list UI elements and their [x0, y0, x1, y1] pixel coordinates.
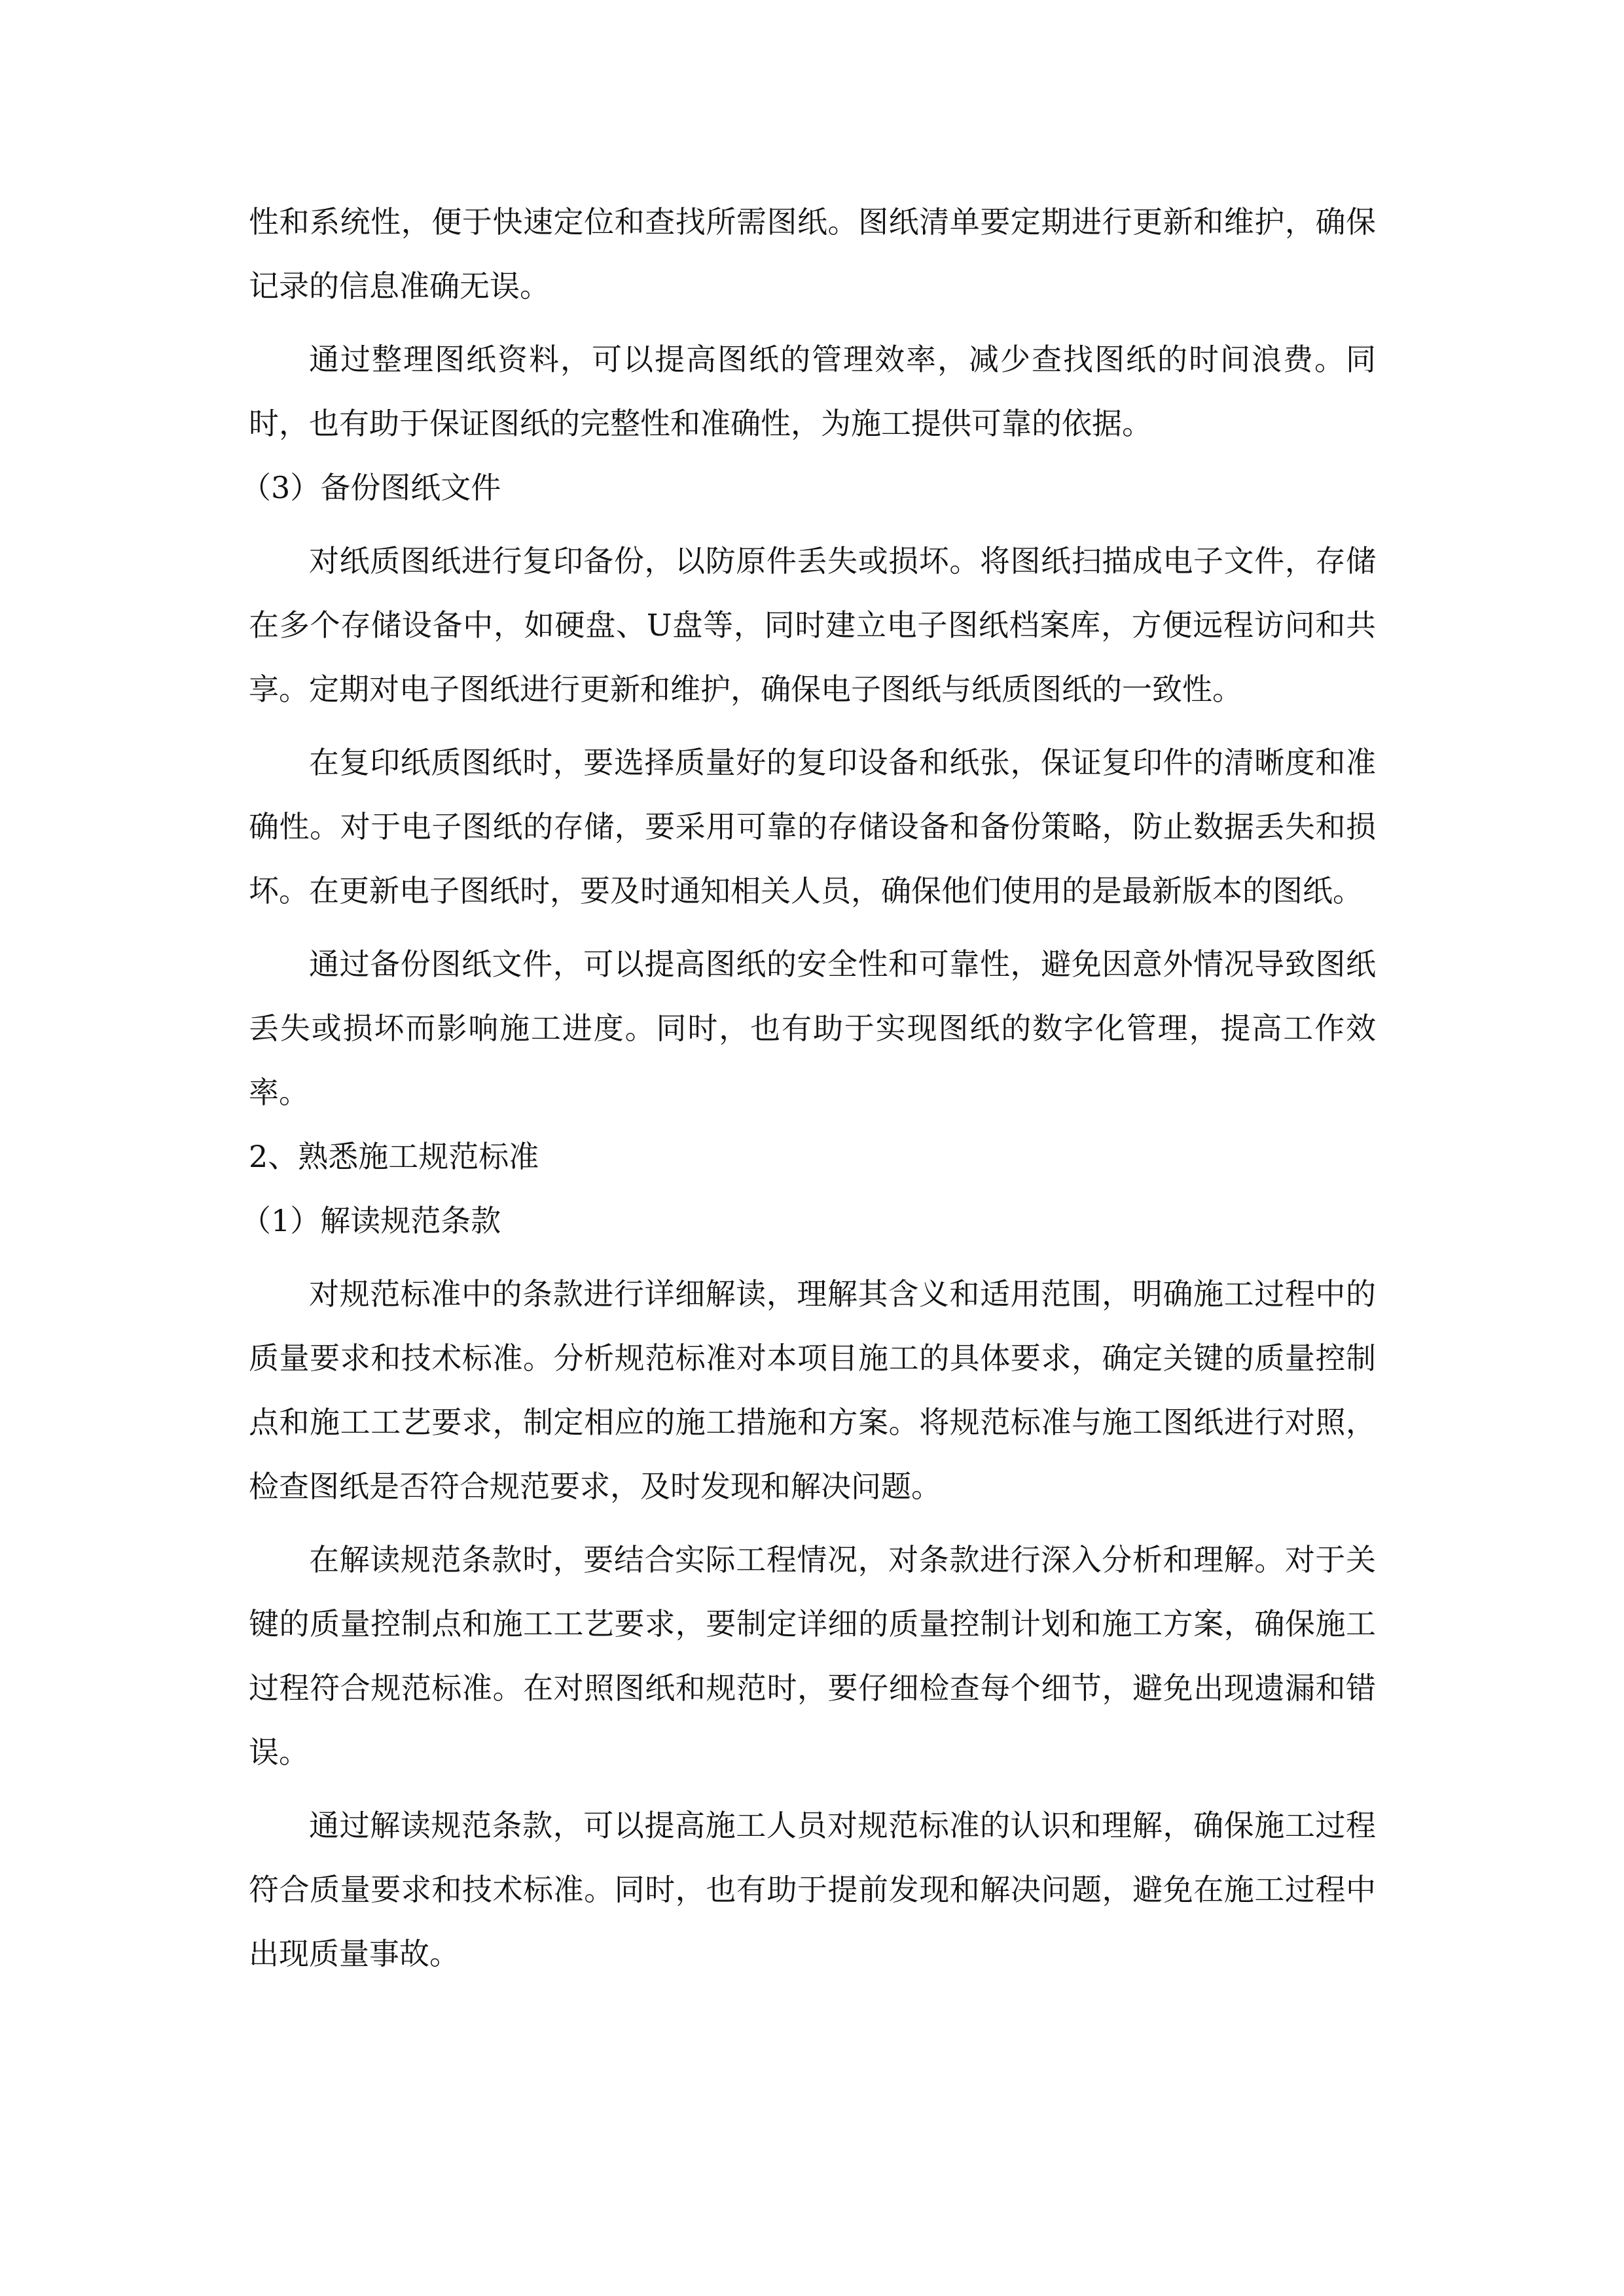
heading-section-standards: 2、熟悉施工规范标准 — [249, 1139, 539, 1174]
paragraph-interpret-method: 对规范标准中的条款进行详细解读，理解其含义和适用范围，明确施工过程中的质量要求和技术标准。分析规范标准对本项目施工的具体要求，确定关键的质量控制点和施工工艺要求，制定相应的施工措施和方案。将规范标准与施工图纸进行对照，检查图纸是否符合规范要求，及时发现和解决问题。 — [249, 1276, 1376, 1504]
paragraph-drawing-list-tail: 性和系统性，便于快速定位和查找所需图纸。图纸清单要定期进行更新和维护，确保记录的信息准确无误。 — [249, 204, 1376, 304]
paragraph-interpret-benefit: 通过解读规范条款，可以提高施工人员对规范标准的认识和理解，确保施工过程符合质量要求和技术标准。同时，也有助于提前发现和解决问题，避免在施工过程中出现质量事故。 — [249, 1808, 1376, 1971]
paragraph-backup-method: 对纸质图纸进行复印备份，以防原件丢失或损坏。将图纸扫描成电子文件，存储在多个存储设备中，如硬盘、U盘等，同时建立电子图纸档案库，方便远程访问和共享。定期对电子图纸进行更新和维护，确保电子图纸与纸质图纸的一致性。 — [249, 543, 1376, 707]
paragraph-interpret-notes: 在解读规范条款时，要结合实际工程情况，对条款进行深入分析和理解。对于关键的质量控制点和施工工艺要求，要制定详细的质量控制计划和施工方案，确保施工过程符合规范标准。在对照图纸和规范时，要仔细检查每个细节，避免出现遗漏和错误。 — [249, 1542, 1376, 1770]
document-body — [241, 190, 1376, 1986]
paragraph-backup-notes: 在复印纸质图纸时，要选择质量好的复印设备和纸张，保证复印件的清晰度和准确性。对于电子图纸的存储，要采用可靠的存储设备和备份策略，防止数据丢失和损坏。在更新电子图纸时，要及时通知相关人员，确保他们使用的是最新版本的图纸。 — [249, 745, 1376, 908]
heading-interpret-clauses: （1）解读规范条款 — [241, 1203, 501, 1238]
paragraph-backup-benefit: 通过备份图纸文件，可以提高图纸的安全性和可靠性，避免因意外情况导致图纸丢失或损坏而影响施工进度。同时，也有助于实现图纸的数字化管理，提高工作效率。 — [249, 946, 1376, 1110]
heading-backup-drawings: （3）备份图纸文件 — [241, 470, 501, 505]
paragraph-organize-benefit: 通过整理图纸资料，可以提高图纸的管理效率，减少查找图纸的时间浪费。同时，也有助于保证图纸的完整性和准确性，为施工提供可靠的依据。 — [249, 342, 1376, 441]
